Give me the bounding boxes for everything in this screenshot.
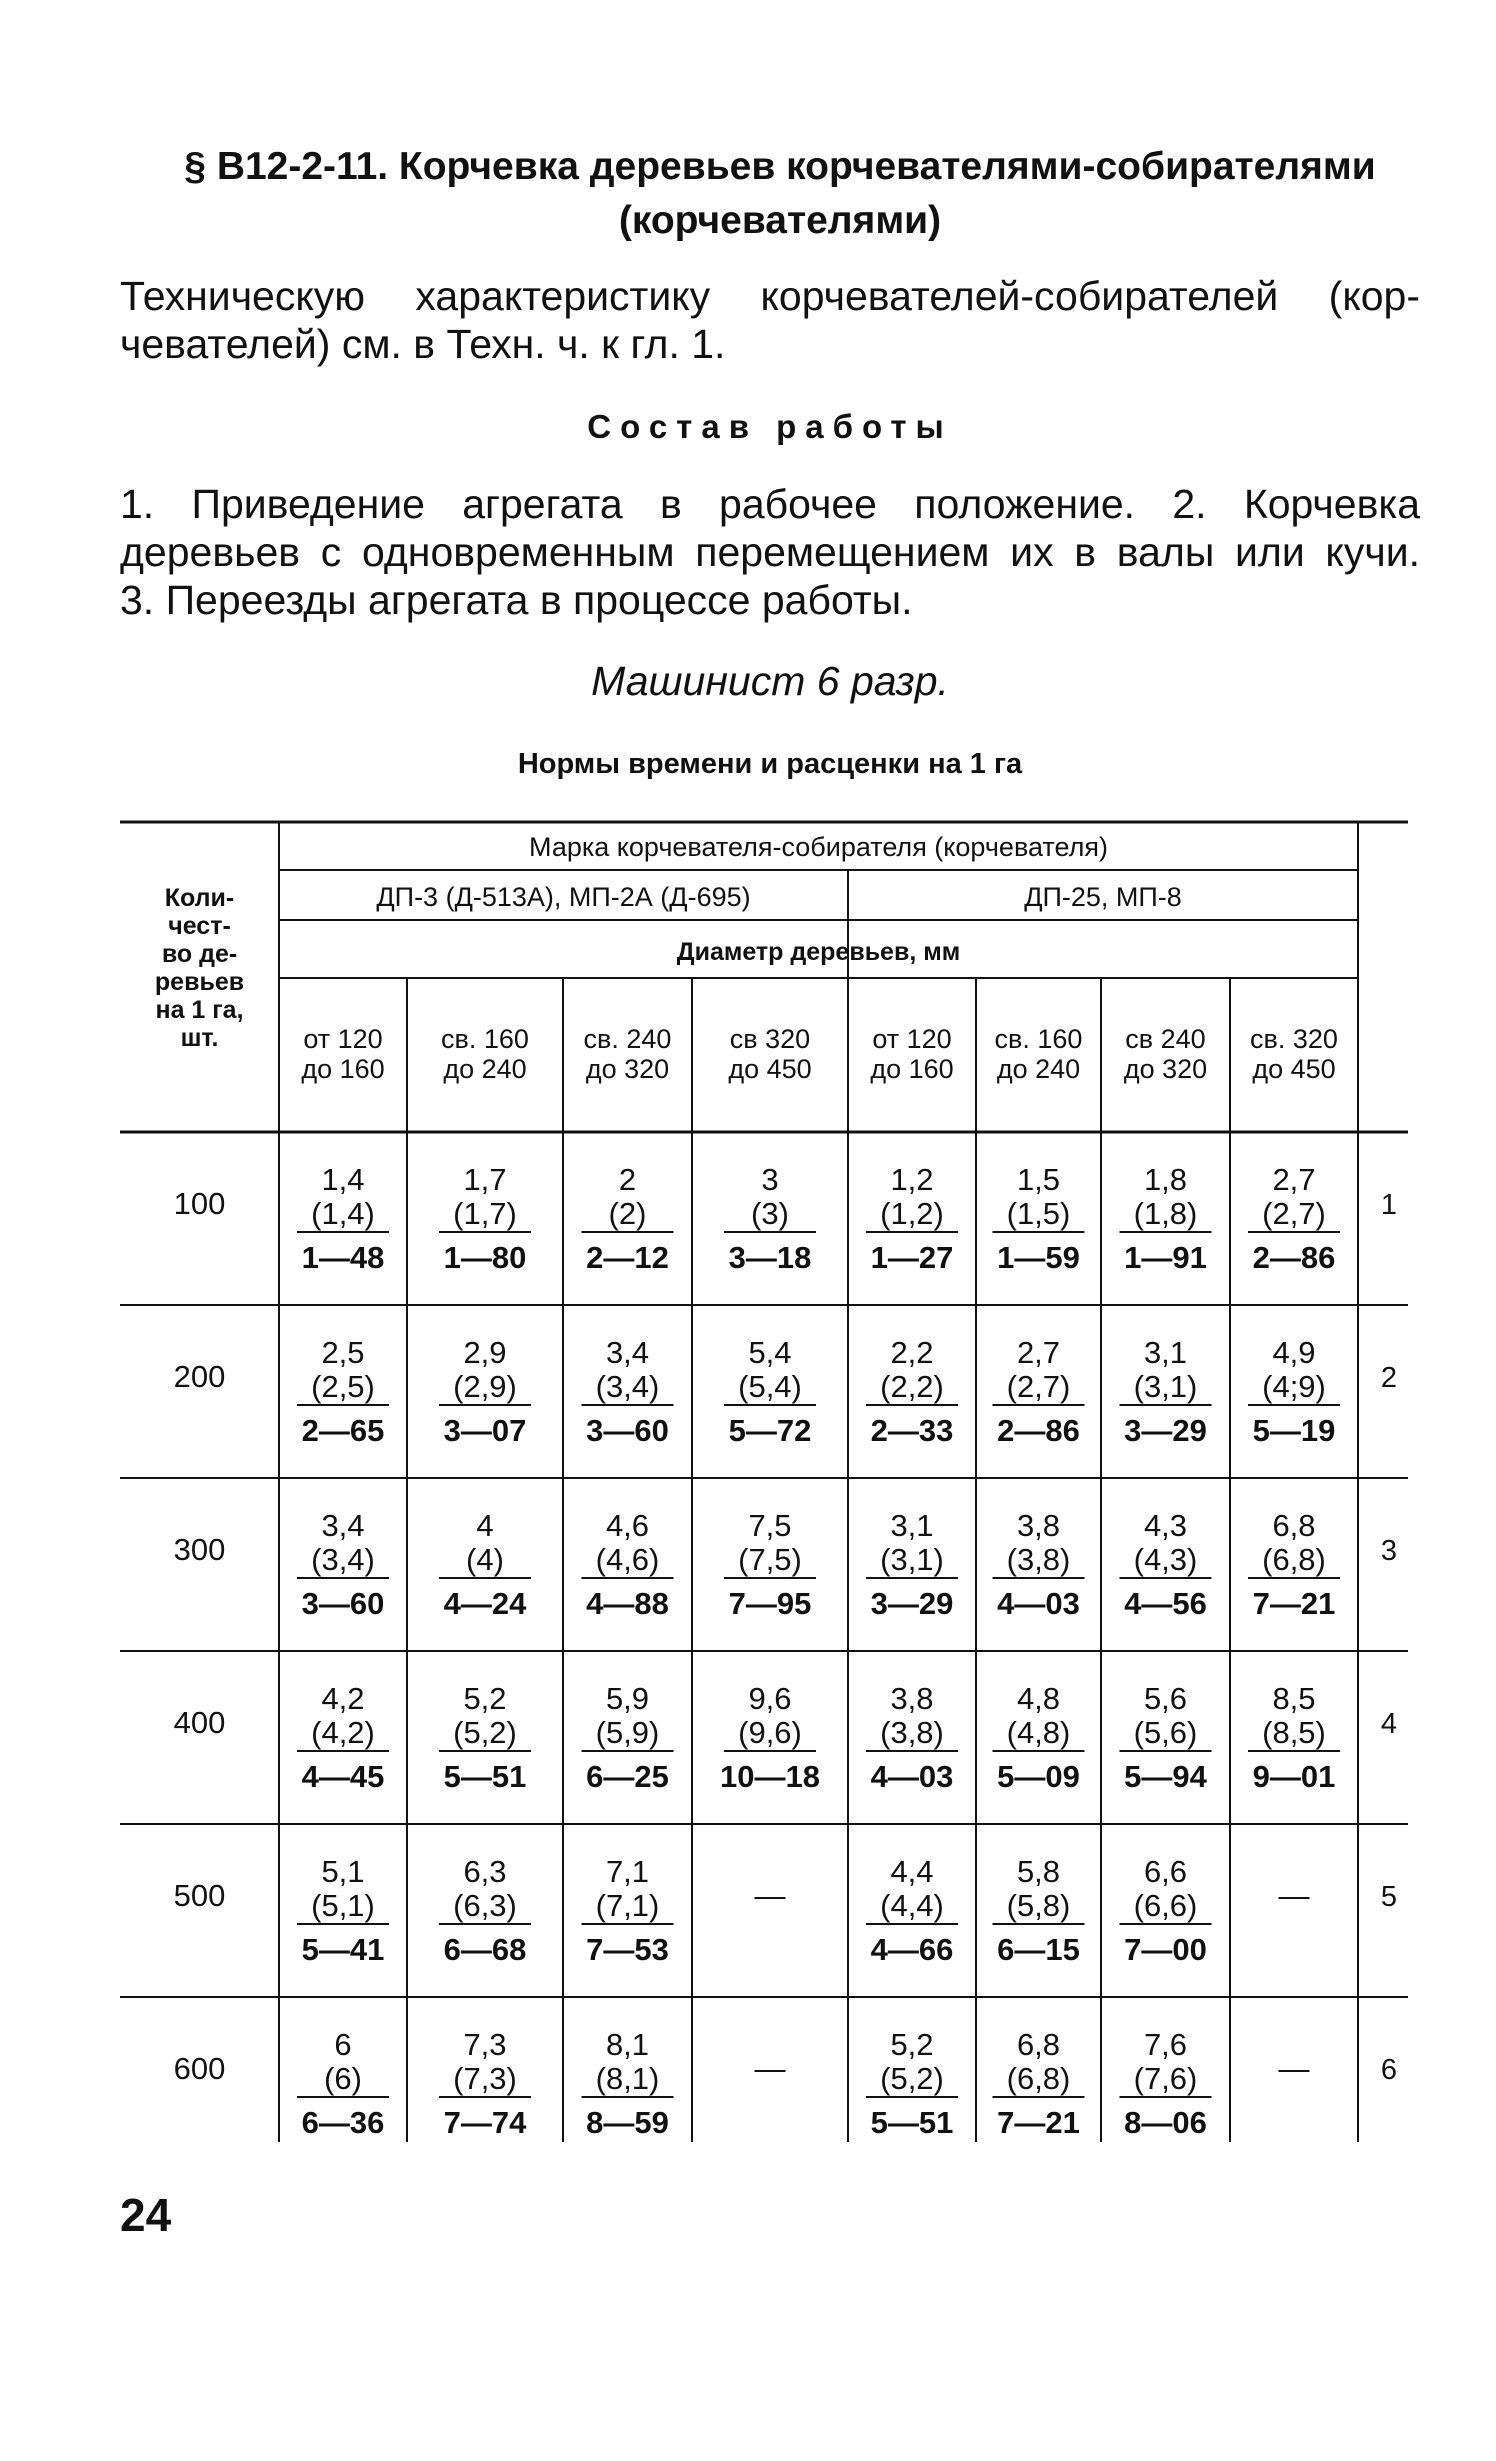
time-norm: 5,9 [605, 1681, 650, 1716]
rate-value: 5—09 [997, 1759, 1080, 1794]
tree-count: 100 [173, 1186, 226, 1221]
tree-count: 500 [173, 1878, 226, 1913]
time-norm-alt: (1,8) [1133, 1196, 1198, 1231]
time-norm: 9,6 [748, 1681, 792, 1716]
time-norm-alt: (7,3) [453, 2061, 517, 2096]
rate-value: 7—21 [997, 2105, 1080, 2140]
rate-value: 5—51 [870, 2105, 954, 2140]
diameter-range-from: от 120 [303, 1024, 383, 1054]
row-number: 1 [1380, 1189, 1398, 1221]
time-norm-alt: (2,9) [453, 1369, 517, 1404]
rate-value: 6—15 [997, 1932, 1080, 1967]
time-norm: 4,4 [890, 1854, 934, 1889]
time-norm-alt: (9,6) [738, 1715, 802, 1750]
time-norm: 5,6 [1143, 1681, 1188, 1716]
rate-value: 4—24 [443, 1586, 527, 1621]
time-norm: 3 [761, 1162, 779, 1197]
rate-value: 7—00 [1124, 1932, 1207, 1967]
time-norm: 7,3 [463, 2027, 507, 2062]
time-norm: 7,1 [605, 1854, 650, 1889]
time-norm: 4,2 [321, 1681, 365, 1716]
time-norm: 6,6 [1143, 1854, 1188, 1889]
time-norm: 3,1 [890, 1508, 934, 1543]
rate-value: 5—41 [301, 1932, 385, 1967]
rate-value: 2—65 [301, 1413, 385, 1448]
rate-value: 8—06 [1124, 2105, 1207, 2140]
rate-value: 3—18 [728, 1240, 812, 1275]
time-norm-alt: (5,4) [738, 1369, 802, 1404]
time-norm-alt: (4,4) [880, 1888, 944, 1923]
table-title: Нормы времени и расценки на 1 га [517, 748, 1023, 780]
time-norm: 1,7 [463, 1162, 507, 1197]
time-norm: 3,4 [321, 1508, 365, 1543]
time-norm-alt: (5,2) [880, 2061, 944, 2096]
rate-value: 7—95 [728, 1586, 812, 1621]
diameter-range-from: св. 320 [1250, 1024, 1338, 1054]
rate-value: 3—29 [1124, 1413, 1207, 1448]
time-norm-alt: (4;9) [1262, 1369, 1326, 1404]
time-norm-alt: (1,5) [1006, 1196, 1071, 1231]
rate-value: 1—48 [301, 1240, 385, 1275]
section-title-line2: (корчевателями) [618, 199, 942, 242]
rate-value: 3—60 [586, 1413, 669, 1448]
rate-value: 4—03 [870, 1759, 954, 1794]
time-norm-alt: (3,4) [311, 1542, 375, 1577]
time-norm-alt: (7,6) [1133, 2061, 1198, 2096]
rate-value: 4—66 [870, 1932, 954, 1967]
time-norm-alt: (1,7) [453, 1196, 517, 1231]
rate-value: 1—80 [443, 1240, 527, 1275]
row-header-label: чест- [168, 912, 231, 940]
group-header-2: ДП-25, МП-8 [1024, 882, 1182, 912]
diameter-range-from: св. 160 [441, 1024, 529, 1054]
time-norm-alt: (1,4) [311, 1196, 375, 1231]
tree-count: 300 [173, 1532, 226, 1567]
row-header-label: ревьев [154, 968, 245, 996]
diameter-range-to: до 240 [443, 1054, 527, 1084]
rate-value: 3—07 [443, 1413, 527, 1448]
time-norm-alt: (4,3) [1133, 1542, 1198, 1577]
page-number: 24 [120, 2189, 172, 2241]
time-norm-alt: (8,5) [1262, 1715, 1326, 1750]
time-norm: 4 [476, 1508, 494, 1543]
rate-value: 1—59 [997, 1240, 1080, 1275]
time-norm: 4,3 [1143, 1508, 1188, 1543]
time-norm-alt: (2,7) [1262, 1196, 1326, 1231]
time-norm: 3,4 [605, 1335, 650, 1370]
time-norm: 1,8 [1143, 1162, 1188, 1197]
time-norm: 5,2 [890, 2027, 934, 2062]
rate-value: 5—19 [1252, 1413, 1336, 1448]
time-norm: 3,1 [1143, 1335, 1188, 1370]
time-norm: 5,2 [463, 1681, 507, 1716]
empty-cell-dash: — [754, 2051, 786, 2086]
time-norm: 6 [334, 2027, 352, 2062]
diameter-range-from: св 320 [729, 1024, 811, 1054]
diameter-range-to: до 160 [301, 1054, 385, 1084]
time-norm: 2,5 [321, 1335, 365, 1370]
time-norm-alt: (7,5) [738, 1542, 802, 1577]
tree-count: 600 [173, 2051, 226, 2086]
time-norm-alt: (4) [466, 1542, 504, 1577]
time-norm: 4,9 [1272, 1335, 1316, 1370]
diameter-header: Диаметр деревьев, мм [676, 938, 961, 966]
rate-value: 7—74 [443, 2105, 527, 2140]
time-norm: 2,9 [463, 1335, 507, 1370]
row-number: 5 [1380, 1881, 1398, 1913]
empty-cell-dash: — [754, 1878, 786, 1913]
time-norm-alt: (2,5) [311, 1369, 375, 1404]
diameter-range-from: св 240 [1125, 1024, 1206, 1054]
row-header-label: на 1 га, [155, 996, 244, 1024]
rate-value: 6—68 [443, 1932, 527, 1967]
rate-value: 5—72 [728, 1413, 812, 1448]
time-norm: 7,5 [748, 1508, 792, 1543]
rate-value: 7—53 [586, 1932, 669, 1967]
work-line1: 1. Приведение агрегата в рабочее положение. 2. Корчевка [120, 481, 1420, 527]
time-norm: 6,8 [1272, 1508, 1316, 1543]
time-norm: 3,8 [890, 1681, 934, 1716]
rate-value: 10—18 [720, 1759, 820, 1794]
time-norm: 5,1 [321, 1854, 365, 1889]
time-norm-alt: (2,2) [880, 1369, 944, 1404]
time-norm-alt: (1,2) [880, 1196, 944, 1231]
rate-value: 6—36 [301, 2105, 385, 2140]
time-norm-alt: (4,8) [1006, 1715, 1071, 1750]
time-norm: 2,2 [890, 1335, 934, 1370]
time-norm: 4,8 [1016, 1681, 1061, 1716]
rate-value: 4—03 [997, 1586, 1080, 1621]
rate-value: 8—59 [586, 2105, 669, 2140]
diameter-range-from: от 120 [872, 1024, 952, 1054]
rate-value: 2—33 [870, 1413, 954, 1448]
time-norm-alt: (6) [324, 2061, 362, 2096]
section-title-line1: § В12-2-11. Корчевка деревьев корчевателями-собирателями [184, 145, 1376, 188]
time-norm-alt: (3) [751, 1196, 789, 1231]
time-norm-alt: (3,8) [880, 1715, 944, 1750]
time-norm: 8,1 [605, 2027, 650, 2062]
time-norm: 4,6 [605, 1508, 650, 1543]
rate-value: 1—91 [1124, 1240, 1207, 1275]
work-heading: Состав работы [587, 408, 953, 445]
brand-header: Марка корчевателя-собирателя (корчевателя) [529, 832, 1108, 862]
time-norm: 5,8 [1016, 1854, 1061, 1889]
time-norm: 8,5 [1272, 1681, 1316, 1716]
empty-cell-dash: — [1278, 2051, 1310, 2086]
time-norm: 2,7 [1272, 1162, 1316, 1197]
time-norm-alt: (3,1) [1133, 1369, 1198, 1404]
rate-value: 4—45 [301, 1759, 385, 1794]
time-norm-alt: (5,2) [453, 1715, 517, 1750]
diameter-range-to: до 240 [996, 1054, 1081, 1084]
diameter-range-to: до 450 [1252, 1054, 1336, 1084]
time-norm-alt: (3,8) [1006, 1542, 1071, 1577]
time-norm-alt: (4,2) [311, 1715, 375, 1750]
time-norm: 1,4 [321, 1162, 365, 1197]
rate-value: 5—94 [1124, 1759, 1207, 1794]
time-norm-alt: (2,7) [1006, 1369, 1071, 1404]
intro-line2: чевателей) см. в Техн. ч. к гл. 1. [120, 321, 726, 367]
time-norm-alt: (7,1) [595, 1888, 660, 1923]
row-header-label: шт. [180, 1024, 219, 1052]
time-norm-alt: (3,4) [595, 1369, 660, 1404]
time-norm-alt: (3,1) [880, 1542, 944, 1577]
diameter-range-from: св. 160 [994, 1024, 1083, 1054]
tree-count: 400 [173, 1705, 226, 1740]
rate-value: 6—25 [586, 1759, 669, 1794]
time-norm-alt: (6,8) [1262, 1542, 1326, 1577]
time-norm-alt: (6,3) [453, 1888, 517, 1923]
time-norm: 1,2 [890, 1162, 934, 1197]
time-norm-alt: (8,1) [595, 2061, 660, 2096]
time-norm-alt: (4,6) [595, 1542, 660, 1577]
rate-value: 4—88 [586, 1586, 669, 1621]
time-norm-alt: (5,1) [311, 1888, 375, 1923]
work-line3: 3. Переезды агрегата в процессе работы. [120, 577, 913, 623]
row-number: 4 [1380, 1708, 1398, 1740]
row-number: 3 [1380, 1535, 1398, 1567]
rate-value: 3—60 [301, 1586, 385, 1621]
diameter-range-from: св. 240 [583, 1024, 672, 1054]
row-number: 6 [1380, 2054, 1398, 2086]
rate-value: 7—21 [1252, 1586, 1336, 1621]
intro-line1: Техническую характеристику корчевателей-собирателей (кор- [120, 273, 1420, 319]
rate-value: 5—51 [443, 1759, 527, 1794]
time-norm: 1,5 [1016, 1162, 1061, 1197]
rate-value: 9—01 [1252, 1759, 1336, 1794]
time-norm-alt: (2) [608, 1196, 647, 1231]
time-norm-alt: (6,6) [1133, 1888, 1198, 1923]
time-norm-alt: (5,8) [1006, 1888, 1071, 1923]
row-header-label: Коли- [164, 884, 235, 912]
time-norm: 6,8 [1016, 2027, 1061, 2062]
time-norm: 2,7 [1016, 1335, 1061, 1370]
rate-value: 2—12 [586, 1240, 669, 1275]
group-header-1: ДП-3 (Д-513А), МП-2А (Д-695) [376, 882, 751, 912]
tree-count: 200 [173, 1359, 226, 1394]
worker-grade: Машинист 6 разр. [591, 658, 949, 704]
rate-value: 3—29 [870, 1586, 954, 1621]
time-norm-alt: (5,6) [1133, 1715, 1198, 1750]
time-norm: 5,4 [748, 1335, 792, 1370]
diameter-range-to: до 320 [1123, 1054, 1208, 1084]
row-number: 2 [1380, 1362, 1398, 1394]
time-norm: 6,3 [463, 1854, 507, 1889]
time-norm: 2 [618, 1162, 637, 1197]
diameter-range-to: до 450 [728, 1054, 812, 1084]
time-norm-alt: (6,8) [1006, 2061, 1071, 2096]
row-header-label: во де- [161, 940, 238, 968]
rate-value: 4—56 [1124, 1586, 1207, 1621]
time-norm: 3,8 [1016, 1508, 1061, 1543]
rate-value: 2—86 [997, 1413, 1080, 1448]
work-line2: деревьев с одновременным перемещением их в валы или кучи. [120, 529, 1420, 575]
diameter-range-to: до 320 [585, 1054, 670, 1084]
time-norm-alt: (5,9) [595, 1715, 660, 1750]
rate-value: 2—86 [1252, 1240, 1336, 1275]
rate-value: 1—27 [870, 1240, 954, 1275]
empty-cell-dash: — [1278, 1878, 1310, 1913]
diameter-range-to: до 160 [870, 1054, 954, 1084]
time-norm: 7,6 [1143, 2027, 1188, 2062]
